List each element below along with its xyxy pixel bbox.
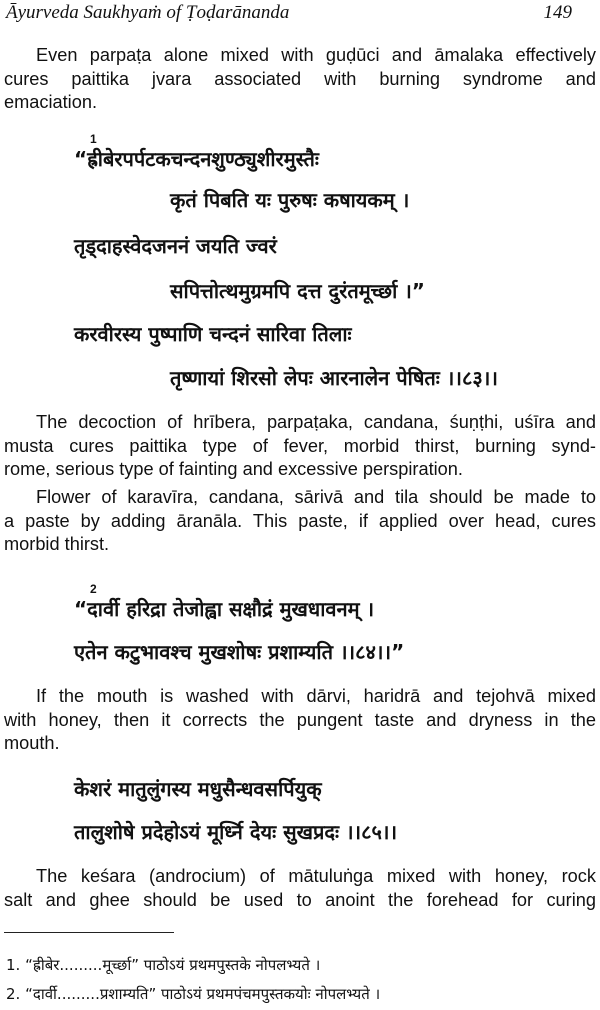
footnote-2: 2. “दार्वी.........प्रशाम्यति” पाठोऽयं प्रथमपंचमपुस्तकयोः नोपलभ्यते । [6, 985, 381, 1003]
running-header [6, 0, 572, 26]
footnote-marker: 2 [90, 582, 97, 596]
text-line: rome, serious type of fainting and excessive perspiration. [4, 459, 463, 479]
paragraph-parpata [4, 44, 596, 115]
verse-line: करवीरस्य पुष्पाणि चन्दनं सारिवा तिलाः [74, 322, 352, 346]
paragraph-flower-paste [4, 486, 596, 557]
text-line: musta cures paittika type of fever, morbid thirst, burning synd- [4, 435, 596, 456]
text-line: Even parpaṭa alone mixed with guḍūci and āmalaka effectively [36, 45, 596, 65]
text-line: mouth. [4, 733, 60, 753]
text-line: salt and ghee should be used to anoint the forehead for curing [4, 889, 596, 910]
text-line: If the mouth is washed with dārvi, haridrā and tejohvā mixed [36, 686, 596, 706]
verse-line: केशरं मातुलुंगस्य मधुसैन्धवसर्पियुक् [74, 777, 322, 801]
verse-line: तृष्णायां शिरसो लेपः आरनालेन पेषितः ।।८३।। [170, 366, 498, 390]
verse-line: तृड्दाहस्वेदजननं जयति ज्वरं [74, 234, 277, 258]
paragraph-kesara [4, 865, 596, 912]
verse-line: सपित्तोत्थमुग्रमपि दत्त दुरंतमूर्च्छा ।” [170, 279, 425, 303]
text-line: cures paittika jvara associated with burning syndrome and [4, 68, 596, 89]
running-title: Āyurveda Saukhyaṁ of Ṭoḍarānanda [6, 2, 290, 23]
footnote-1: 1. “ह्रीबेर.........मूर्च्छा” पाठोऽयं प्रथमपुस्तके नोपलभ्यते । [6, 956, 321, 974]
paragraph-mouth-wash [4, 685, 596, 756]
footnote-rule [4, 932, 174, 933]
verse-line: कृतं पिबति यः पुरुषः कषायकम् । [170, 188, 410, 212]
verse-line: तालुशोषे प्रदेहोऽयं मूर्ध्नि देयः सुखप्रदः ।।८५।। [74, 820, 398, 844]
footnote-marker: 1 [90, 132, 97, 146]
text-line: The keśara (androcium) of mātuluṅga mixed with honey, rock [36, 866, 596, 886]
text-line: with honey, then it corrects the pungent taste and dryness in the [4, 709, 596, 730]
text-line: a paste by adding āranāla. This paste, if applied over head, cures [4, 510, 596, 531]
text-line: morbid thirst. [4, 534, 110, 554]
verse-line: “दार्वी हरिद्रा तेजोह्वा सक्षौद्रं मुखधावनम् । [74, 597, 375, 621]
verse-line: एतेन कटुभावश्च मुखशोषः प्रशाम्यति ।।८४।।” [74, 640, 405, 664]
text-line: Flower of karavīra, candana, sārivā and tila should be made to [36, 487, 596, 507]
text-line: emaciation. [4, 92, 98, 112]
verse-line: “ह्रीबेरपर्पटकचन्दनशुण्ठ्युशीरमुस्तैः [74, 147, 319, 171]
text-line: The decoction of hrībera, parpaṭaka, candana, śuṇṭhi, uśīra and [36, 412, 596, 432]
paragraph-decoction [4, 411, 596, 482]
page-number: 149 [543, 2, 572, 23]
